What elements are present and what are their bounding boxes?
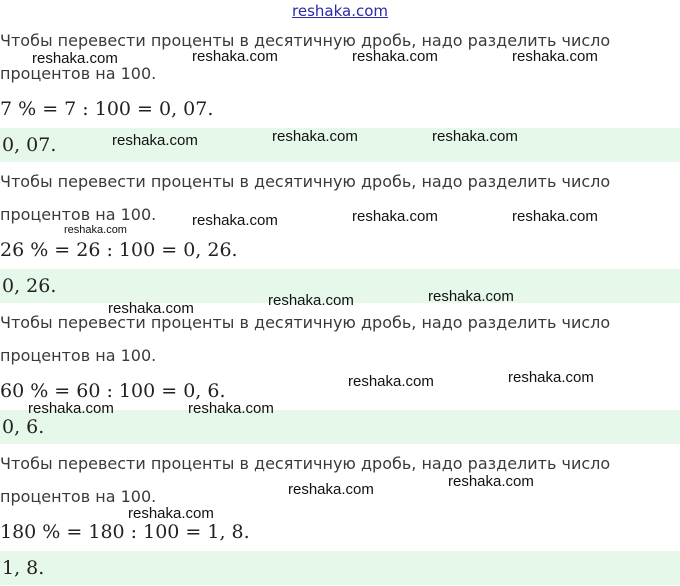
answer-band: [0, 551, 680, 585]
watermark: reshaka.com: [128, 505, 214, 522]
calculation: 60 % = 60 : 100 = 0, 6.: [0, 380, 226, 402]
watermark: reshaka.com: [432, 128, 518, 145]
site-header-link[interactable]: reshaka.com: [292, 2, 388, 20]
watermark: reshaka.com: [288, 481, 374, 498]
watermark: reshaka.com: [188, 400, 274, 417]
watermark: reshaka.com: [512, 48, 598, 65]
answer-value: 0, 6.: [2, 416, 45, 438]
rule-text-line1: Чтобы перевести проценты в десятичную дробь, надо разделить число: [0, 172, 611, 191]
watermark: reshaka.com: [192, 212, 278, 229]
watermark: reshaka.com: [192, 48, 278, 65]
watermark: reshaka.com: [64, 224, 127, 236]
rule-text-line2: процентов на 100.: [0, 64, 157, 83]
answer-value: 0, 26.: [2, 275, 57, 297]
watermark: reshaka.com: [108, 300, 194, 317]
answer-value: 0, 07.: [2, 134, 57, 156]
rule-text-line2: процентов на 100.: [0, 487, 157, 506]
rule-text-line2: процентов на 100.: [0, 205, 157, 224]
watermark: reshaka.com: [112, 132, 198, 149]
watermark: reshaka.com: [348, 373, 434, 390]
watermark: reshaka.com: [448, 473, 534, 490]
calculation: 7 % = 7 : 100 = 0, 07.: [0, 98, 214, 120]
calculation: 26 % = 26 : 100 = 0, 26.: [0, 239, 238, 261]
answer-value: 1, 8.: [2, 557, 45, 579]
calculation: 180 % = 180 : 100 = 1, 8.: [0, 521, 250, 543]
watermark: reshaka.com: [352, 48, 438, 65]
watermark: reshaka.com: [272, 128, 358, 145]
watermark: reshaka.com: [32, 50, 118, 67]
watermark: reshaka.com: [268, 292, 354, 309]
watermark: reshaka.com: [508, 369, 594, 386]
rule-text-line1: Чтобы перевести проценты в десятичную дробь, надо разделить число: [0, 313, 611, 332]
watermark: reshaka.com: [512, 208, 598, 225]
watermark: reshaka.com: [352, 208, 438, 225]
rule-text-line1: Чтобы перевести проценты в десятичную дробь, надо разделить число: [0, 454, 611, 473]
watermark: reshaka.com: [28, 400, 114, 417]
rule-text-line1: Чтобы перевести проценты в десятичную дробь, надо разделить число: [0, 31, 611, 50]
rule-text-line2: процентов на 100.: [0, 346, 157, 365]
watermark: reshaka.com: [428, 288, 514, 305]
